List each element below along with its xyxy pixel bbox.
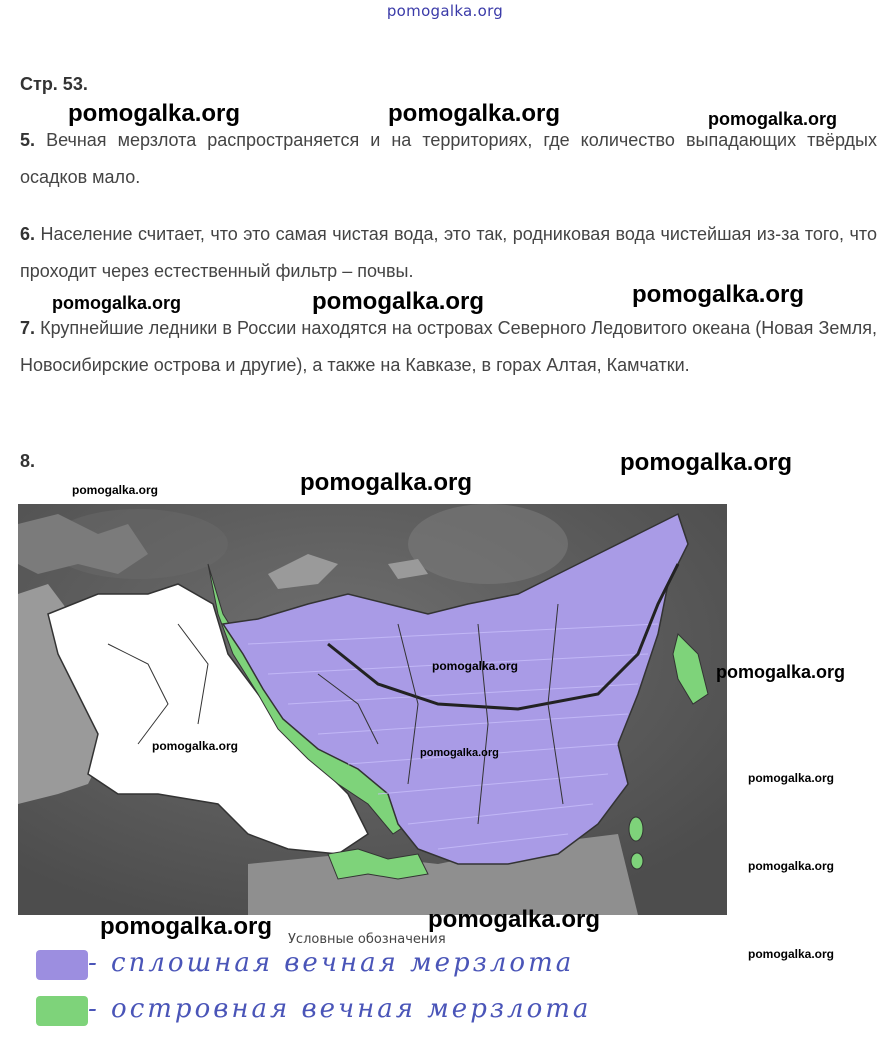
watermark: pomogalka.org (708, 109, 838, 129)
legend-label-continuous: - сплошная вечная мерзлота (88, 948, 575, 978)
watermark: pomogalka.org (620, 449, 793, 476)
answer-8-number: 8. (20, 451, 36, 471)
answer-7 (20, 310, 877, 384)
legend-title: Условные обозначения (288, 932, 446, 947)
site-top-label[interactable]: pomogalka.org (386, 2, 504, 20)
watermark: pomogalka.org (432, 659, 519, 673)
watermark: pomogalka.org (72, 483, 159, 497)
watermark: pomogalka.org (420, 747, 499, 759)
legend-swatch-sporadic (36, 996, 88, 1026)
answer-5-text: Вечная мерзлота распространяется и на территориях, где количество выпадающих твёрдых осадков мало. (20, 130, 877, 187)
answer-7-text: Крупнейшие ледники в России находятся на островах Северного Ледовитого океана (Новая Земля, Новосибирские острова и другие), а также на Кавказе, в горах Алтая, Камчатки. (20, 318, 877, 375)
watermark: pomogalka.org (632, 281, 805, 308)
answer-5 (20, 122, 877, 196)
page-heading: Стр. 53. (20, 74, 88, 94)
watermark: pomogalka.org (152, 739, 239, 753)
answer-8 (20, 443, 80, 480)
legend-label-sporadic: - островная вечная мерзлота (88, 994, 592, 1024)
watermark: pomogalka.org (748, 859, 835, 873)
answer-7-number: 7. (20, 318, 36, 338)
watermark: pomogalka.org (52, 293, 182, 313)
answer-6 (20, 216, 877, 290)
legend-swatch-continuous (36, 950, 88, 980)
answer-5-number: 5. (20, 130, 36, 150)
watermark: pomogalka.org (748, 771, 835, 785)
watermark: pomogalka.org (100, 913, 273, 940)
watermark: pomogalka.org (716, 662, 846, 682)
answer-6-text: Население считает, что это самая чистая вода, это так, родниковая вода чистейшая из-за того, что проходит через естественный фильтр – почвы. (20, 224, 877, 281)
permafrost-map (18, 504, 727, 915)
watermark: pomogalka.org (300, 469, 473, 496)
answer-6-number: 6. (20, 224, 36, 244)
watermark: pomogalka.org (312, 288, 485, 315)
watermark: pomogalka.org (68, 100, 241, 127)
watermark: pomogalka.org (428, 906, 601, 933)
watermark: pomogalka.org (748, 947, 835, 961)
watermark: pomogalka.org (388, 100, 561, 127)
